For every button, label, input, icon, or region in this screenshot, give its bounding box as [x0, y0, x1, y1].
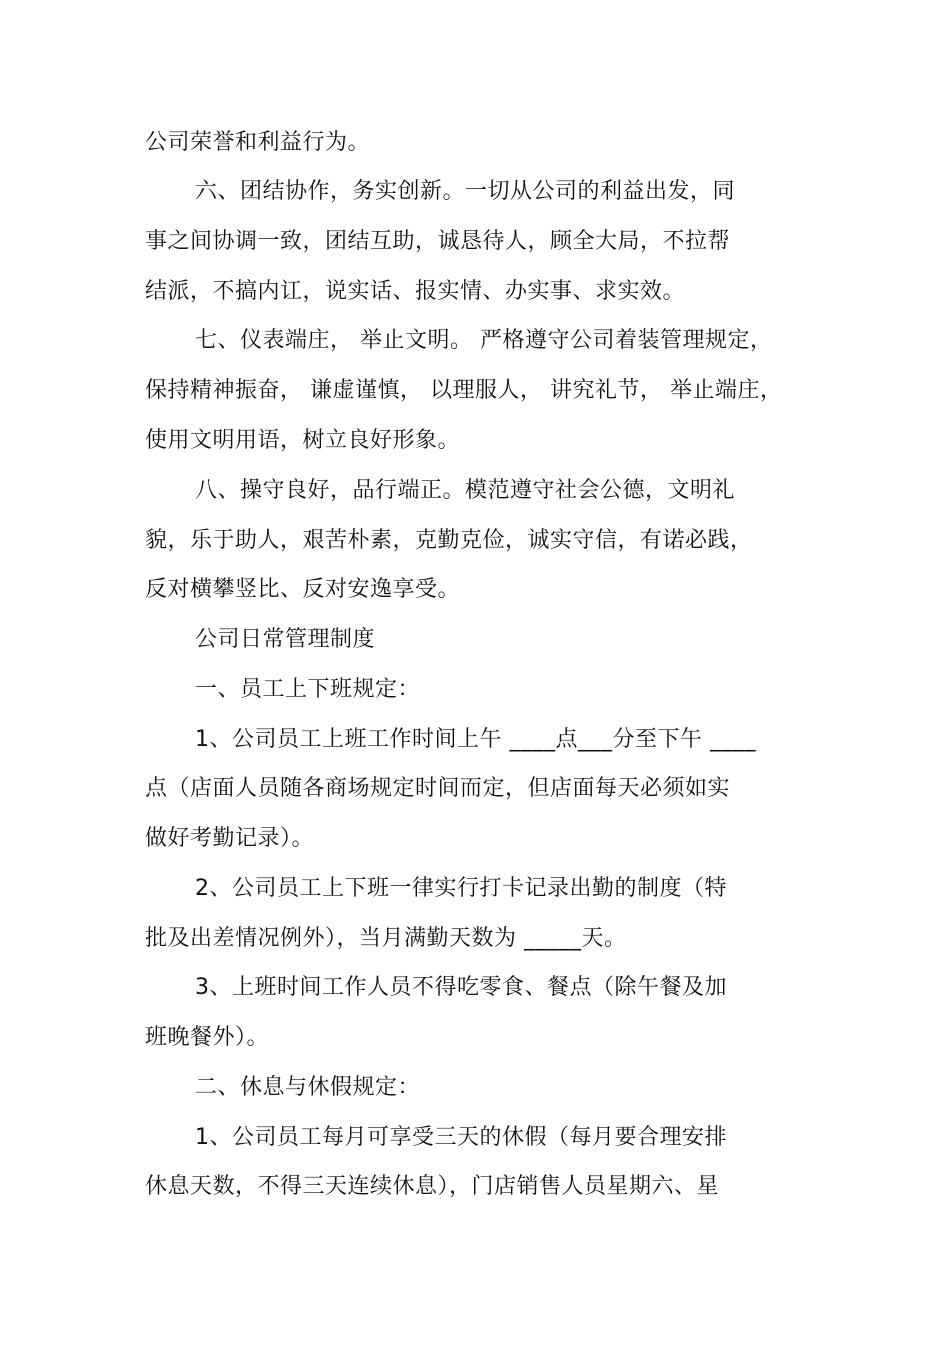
text-line: 八、操守良好，品行端正。模范遵守社会公德，文明礼: [195, 478, 736, 503]
text-line: 休息天数，不得三天连续休息），门店销售人员星期六、星: [145, 1174, 720, 1199]
text-line: 反对横攀竖比、反对安逸享受。: [145, 577, 461, 602]
text-line: 貌，乐于助人，艰苦朴素，克勤克俭，诚实守信，有诺必践，: [145, 528, 753, 553]
text-line: 3、上班时间工作人员不得吃零食、餐点（除午餐及加: [195, 975, 727, 1000]
text-line: 七、仪表端庄， 举止文明。 严格遵守公司着装管理规定，: [195, 328, 773, 353]
text-line: 班晚餐外）。: [145, 1025, 270, 1050]
section-title: 公司日常管理制度: [195, 627, 376, 652]
text-line: 公司荣誉和利益行为。: [145, 130, 371, 155]
text-line: 使用文明用语，树立良好形象。: [145, 428, 461, 453]
text-line: 保持精神振奋， 谦虚谨慎， 以理服人， 讲究礼节， 举止端庄，: [145, 378, 783, 403]
text-line: 点（店面人员随各商场规定时间而定，但店面每天必须如实: [145, 776, 731, 801]
text-line: 2、公司员工上下班一律实行打卡记录出勤的制度（特: [195, 876, 727, 901]
text-line: 六、团结协作，务实创新。一切从公司的利益出发，同: [195, 179, 736, 204]
text-line: 1、公司员工上班工作时间上午 ____点___分至下午 ____: [195, 727, 756, 752]
text-line: 结派，不搞内讧，说实话、报实情、办实事、求实效。: [145, 279, 686, 304]
text-line: 做好考勤记录）。: [145, 826, 315, 851]
text-line: 1、公司员工每月可享受三天的休假（每月要合理安排: [195, 1125, 727, 1150]
text-line: 一、员工上下班规定：: [195, 677, 421, 702]
text-line: 事之间协调一致，团结互助，诚恳待人，顾全大局，不拉帮: [145, 229, 731, 254]
text-line: 二、休息与休假规定：: [195, 1075, 421, 1100]
text-line: 批及出差情况例外），当月满勤天数为 _____天。: [145, 926, 627, 951]
